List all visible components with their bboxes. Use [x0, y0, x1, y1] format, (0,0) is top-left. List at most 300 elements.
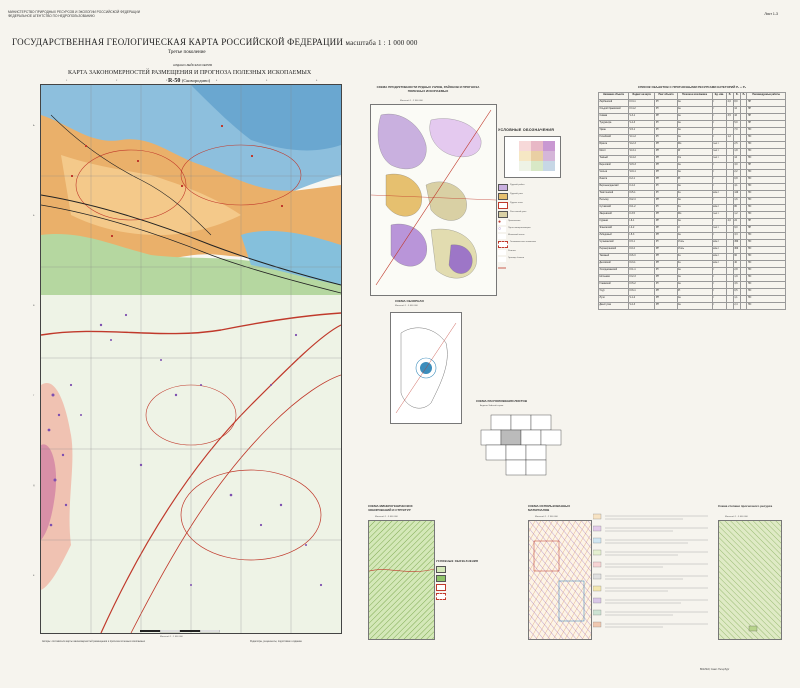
table-cell: Au [677, 295, 712, 302]
table-cell: Au [677, 127, 712, 134]
table-cell [727, 141, 734, 148]
grid-label-top: 5 [266, 80, 268, 82]
table-cell: 40 [733, 260, 741, 267]
table-header: Название объекта [599, 92, 629, 99]
table-cell: Сиваки [599, 113, 629, 120]
table-row [599, 260, 786, 267]
series: АЛДАНО-ЗЕЙСКАЯ СЕРИЯ [173, 63, 212, 67]
table-cell: т [712, 183, 726, 190]
table-cell [727, 183, 734, 190]
table-cell: ПО [747, 274, 786, 281]
table-cell: IV-1-1 [629, 267, 655, 274]
table-cell: РУ [655, 106, 677, 113]
table-cell: Au [677, 197, 712, 204]
table-cell: млн.т [712, 253, 726, 260]
table-row [599, 288, 786, 295]
table-cell: Au [677, 302, 712, 309]
footer-authors: Авторы: составители карты закономерностей размещения и прогноза полезных ископаемых [42, 640, 146, 643]
table-cell [727, 260, 734, 267]
table-cell: 3,6 [733, 281, 741, 288]
table-cell: Уголь [677, 246, 712, 253]
legend-swatch [498, 193, 508, 200]
table-cell: IV-4-2 [629, 106, 655, 113]
table-row [599, 295, 786, 302]
sheet-code-text: R-50 [168, 78, 181, 84]
table-header: P₁ [727, 92, 734, 99]
legend-item: Разлом [498, 250, 593, 255]
table-cell: ПО [747, 281, 786, 288]
table-cell: Лучи [599, 295, 629, 302]
table-cell: РУ [655, 204, 677, 211]
table-cell: I-6-1 [629, 218, 655, 225]
table-cell: 16 [733, 113, 741, 120]
legend-item: Граница блоков [498, 257, 593, 262]
bottom-scheme-title: СХЕМА ИСПОЛЬЗОВАННЫХ МАТЕРИАЛОВ [528, 504, 571, 512]
table-header: Полезное ископаемое [677, 92, 712, 99]
table-cell: Лебединый [599, 232, 629, 239]
table-cell [727, 302, 734, 309]
table-cell: Уркан [599, 127, 629, 134]
table-cell: Учур [599, 288, 629, 295]
table-cell: РР [655, 246, 677, 253]
table-cell [727, 288, 734, 295]
table-cell [727, 162, 734, 169]
fault-icon [498, 250, 506, 255]
table-cell: 2,4 [733, 302, 741, 309]
table-cell: ПР [747, 106, 786, 113]
table-cell: РП [655, 211, 677, 218]
table-cell [727, 225, 734, 232]
table-cell: II-5-1 [629, 239, 655, 246]
scale-bar [140, 630, 220, 635]
table-row [599, 232, 786, 239]
table-row [599, 148, 786, 155]
legend-item [436, 566, 516, 573]
table-cell: 1,2 [727, 134, 734, 141]
table-cell: 3,5 [727, 113, 734, 120]
overview-scheme[interactable] [390, 312, 462, 424]
legend-item: Шлиховой поток [498, 234, 593, 239]
table-cell: ПО [747, 141, 786, 148]
table-cell: ПР [747, 162, 786, 169]
table-cell: ПО [747, 148, 786, 155]
table-cell: тыс.т [712, 148, 726, 155]
table-row [599, 113, 786, 120]
legend-swatch [498, 211, 508, 218]
table-cell: III-1-2 [629, 204, 655, 211]
table-cell: РП [655, 260, 677, 267]
table-row [599, 281, 786, 288]
table-cell: Au [677, 99, 712, 106]
ministry-line: МИНИСТЕРСТВО ПРИРОДНЫХ РЕСУРСОВ И ЭКОЛОГИИ РОССИЙСКОЙ ФЕДЕРАЦИИ [8, 10, 140, 14]
table-row [599, 162, 786, 169]
table-row [599, 204, 786, 211]
table-cell [727, 253, 734, 260]
table-cell [733, 134, 741, 141]
table-cell: Au [677, 267, 712, 274]
table-cell [727, 204, 734, 211]
table-cell: Pt [677, 176, 712, 183]
legend-item: Рудное поле [498, 202, 593, 209]
table-header-row [599, 92, 786, 99]
table-cell: ПО [747, 288, 786, 295]
table-cell: Au [677, 113, 712, 120]
table-title: СПИСОК ОБЪЕКТОВ С ПРОГНОЗНЫМИ РЕСУРСАМИ КАТЕГОРИЙ P₁ + P₂ [637, 85, 747, 89]
table-cell: III-5-1 [629, 190, 655, 197]
table-body [599, 99, 786, 309]
table-cell [727, 190, 734, 197]
table-row [599, 176, 786, 183]
stream-icon [498, 234, 506, 239]
grid-label-top: 3 [166, 80, 168, 82]
table-cell [727, 239, 734, 246]
table-cell: РП [655, 162, 677, 169]
legend-item [436, 575, 516, 582]
table-cell: IV-3-1 [629, 99, 655, 106]
table-cell: I-5-3 [629, 232, 655, 239]
table-cell [727, 211, 734, 218]
table-cell: Au [677, 106, 712, 113]
table-cell: VI-5-3 [629, 162, 655, 169]
table-cell [727, 155, 734, 162]
table-cell: V-2-3 [629, 302, 655, 309]
table-cell: Au [677, 134, 712, 141]
grid-label-top: 4 [216, 80, 218, 82]
grid-label-left: В [33, 305, 35, 307]
table-row [599, 120, 786, 127]
table-cell: I-4-2 [629, 225, 655, 232]
table-cell: т [712, 281, 726, 288]
grid-label-top: 6 [316, 80, 318, 82]
table-cell: 2,8 [733, 267, 741, 274]
generation: Третье поколение [168, 50, 206, 55]
table-cell [727, 232, 734, 239]
table-cell: Mo [677, 141, 712, 148]
table-cell: ПО [747, 295, 786, 302]
title-scale: масштаба 1 : 1 000 000 [345, 39, 418, 47]
table-row [599, 141, 786, 148]
table-cell: Au [677, 281, 712, 288]
table-row [599, 190, 786, 197]
table-cell [727, 246, 734, 253]
table-cell: т [712, 274, 726, 281]
table-cell: РР [655, 113, 677, 120]
table-cell: т [712, 113, 726, 120]
table-cell: 80 [733, 204, 741, 211]
mineralization-icon: ○ [498, 227, 506, 232]
map-canvas [41, 85, 341, 633]
table-cell: ПО [747, 169, 786, 176]
table-cell: РП [655, 302, 677, 309]
productivity-scheme[interactable] [370, 104, 497, 296]
table-cell: 1,9 [733, 274, 741, 281]
table-cell: РУ [655, 99, 677, 106]
table-cell: ПО [747, 204, 786, 211]
table-cell: Десовский [599, 260, 629, 267]
table-cell: ПО [747, 211, 786, 218]
table-cell: т [712, 106, 726, 113]
legend-title: УСЛОВНЫЕ ОБОЗНАЧЕНИЯ [498, 128, 555, 132]
table-cell: Au [677, 183, 712, 190]
ore-occurrence-icon: ● [498, 220, 506, 225]
table-cell: тыс.т [712, 155, 726, 162]
table-cell: V-1-2 [629, 295, 655, 302]
table-cell: II-4-2 [629, 183, 655, 190]
table-row [599, 183, 786, 190]
table-row [599, 246, 786, 253]
table-cell: Au [677, 169, 712, 176]
table-cell: Au [677, 120, 712, 127]
bottom-scheme-scale: Масштаб 1 : 5 000 000 [725, 516, 748, 518]
legend-item: ● Проявление [498, 220, 521, 225]
table-cell: 4,1 [733, 183, 741, 190]
table-cell [727, 176, 734, 183]
table-cell: 4,0 [727, 218, 734, 225]
table-cell: 2,2 [733, 169, 741, 176]
table-cell: РП [655, 197, 677, 204]
layout-title: СХЕМА РАСПОЛОЖЕНИЯ ЛИСТОВ [476, 399, 527, 403]
table-cell: II-2-1 [629, 176, 655, 183]
table-row [599, 225, 786, 232]
table-row [599, 211, 786, 218]
grid-label-left: Б [33, 215, 35, 217]
table-header: Рекомендуемые работы [747, 92, 786, 99]
table-header: P₂ [733, 92, 741, 99]
table-cell: РР [655, 218, 677, 225]
legend-swatch [498, 184, 508, 191]
table-cell: ПР [747, 99, 786, 106]
productivity-scheme-canvas [371, 105, 496, 295]
ministry-block [8, 10, 140, 18]
layout-subtitle: Алдано-Зейской серии [480, 405, 504, 407]
footer-publisher: ВСЕГЕИ, Санкт-Петербург [700, 668, 730, 671]
table-cell: Гонамский [599, 281, 629, 288]
legend [498, 128, 593, 264]
table-cell: 8,0 [733, 99, 741, 106]
table-cell: II-6-2 [629, 246, 655, 253]
table-cell [727, 197, 734, 204]
table-cell: Fe [677, 204, 712, 211]
table-cell: РП [655, 176, 677, 183]
table-cell: V-4-3 [629, 120, 655, 127]
legend-swatch [436, 584, 446, 591]
table-cell: 0,8 [733, 176, 741, 183]
table-cell [727, 267, 734, 274]
table-cell: Куранах [599, 218, 629, 225]
minerageny-canvas [369, 521, 434, 639]
bottom-legend-title: УСЛОВНЫЕ ОБОЗНАЧЕНИЯ [436, 560, 479, 563]
table-row [599, 134, 786, 141]
table-header: Ед. изм. [712, 92, 726, 99]
table-cell: 2,5 [733, 141, 741, 148]
table-row [599, 218, 786, 225]
table-cell: РУ [655, 127, 677, 134]
resources-table [598, 86, 786, 646]
table-header: P₃ [741, 92, 747, 99]
table-row [599, 253, 786, 260]
table-cell: 1,2 [733, 211, 741, 218]
table-cell: Au [677, 218, 712, 225]
table-cell [727, 169, 734, 176]
table-cell: Зверевский [599, 211, 629, 218]
table-cell: РП [655, 288, 677, 295]
table-cell: т [712, 218, 726, 225]
table-cell: Au [677, 232, 712, 239]
table-cell: Mo [677, 211, 712, 218]
table-cell: Au [677, 274, 712, 281]
sheet-number: Лист 1-3 [764, 12, 778, 16]
table-cell: ПО [747, 127, 786, 134]
table-cell: Fe [677, 190, 712, 197]
table-cell: Ыллымах [599, 274, 629, 281]
table-cell [727, 120, 734, 127]
table-cell: Эльконский [599, 225, 629, 232]
table-cell: РП [655, 232, 677, 239]
table-cell: ПО [747, 267, 786, 274]
table-cell: 7,0 [733, 127, 741, 134]
sheet-layout-scheme[interactable] [476, 410, 566, 480]
table-cell: РП [655, 155, 677, 162]
table-cell: Гилюйский [599, 134, 629, 141]
table-cell: II-3-5 [629, 211, 655, 218]
table-cell: ПО [747, 190, 786, 197]
table-cell: РУ [655, 267, 677, 274]
table-header: Ранг объекта [655, 92, 677, 99]
table-cell: Pt [677, 288, 712, 295]
legend-matrix-canvas [505, 137, 560, 177]
legend-swatch [436, 566, 446, 573]
table-cell: Тукурингра [599, 120, 629, 127]
table-cell: т [712, 120, 726, 127]
grid-label-left: Д [33, 485, 35, 487]
legend-item: ○ Пункт минерализации [498, 227, 531, 232]
table-cell: ПО [747, 302, 786, 309]
table-cell: Нельгюу [599, 197, 629, 204]
table-cell: РП [655, 295, 677, 302]
table-cell: 9,0 [733, 225, 741, 232]
table-cell: W [677, 148, 712, 155]
table-cell: Тимптонский [599, 190, 629, 197]
table-row [599, 127, 786, 134]
table-row [599, 302, 786, 309]
table-row [599, 274, 786, 281]
table-cell [727, 281, 734, 288]
sheet-name-text: (Сковородино) [181, 78, 211, 83]
table-cell: III-6-3 [629, 253, 655, 260]
table-cell: т [712, 134, 726, 141]
table-cell: тыс.т [712, 225, 726, 232]
table-cell: ПО [747, 253, 786, 260]
table-cell: РУ [655, 281, 677, 288]
table-cell: VI-1-2 [629, 134, 655, 141]
ministry-line: ФЕДЕРАЛЬНОЕ АГЕНТСТВО ПО НЕДРОПОЛЬЗОВАНИЮ [8, 14, 95, 18]
table-cell: РУ [655, 183, 677, 190]
table-cell: т [712, 267, 726, 274]
table-cell: Cu [677, 155, 712, 162]
table-cell: РУ [655, 190, 677, 197]
overview-title: СХЕМА ОБЗОРНАЯ [395, 299, 424, 303]
legend-item: Рудный район [498, 184, 593, 191]
minerageny-scheme[interactable] [368, 520, 435, 640]
legend-swatch [498, 202, 508, 209]
table-cell: 450 [733, 239, 741, 246]
table-cell: Чильчи [599, 169, 629, 176]
table-cell: РУ [655, 134, 677, 141]
table-cell: Ларбинский [599, 99, 629, 106]
table-cell: млн.т [712, 260, 726, 267]
grid-label-left: А [33, 125, 35, 127]
table-cell: Нерюнгринский [599, 246, 629, 253]
table-cell: Au [677, 162, 712, 169]
table-cell: VI-3-1 [629, 148, 655, 155]
legend-swatch [436, 593, 446, 600]
materials-canvas [529, 521, 591, 639]
table-cell: VI-4-2 [629, 155, 655, 162]
table-row [599, 99, 786, 106]
table-row [599, 155, 786, 162]
scheme-top-title: СХЕМА ПРОДУКТИВНОСТИ РУДНЫХ УЗЛОВ, РАЙОНОВ И ПРОГНОЗА ПОЛЕЗНЫХ ИСКОПАЕМЫХ [376, 85, 480, 93]
table-cell: млн.т [712, 204, 726, 211]
legend-matrix [504, 136, 561, 178]
map-title: КАРТА ЗАКОНОМЕРНОСТЕЙ РАЗМЕЩЕНИЯ И ПРОГНОЗА ПОЛЕЗНЫХ ИСКОПАЕМЫХ [68, 70, 312, 76]
table-header: Индекс на карте [629, 92, 655, 99]
header [8, 10, 788, 90]
table-cell: 2,0 [727, 99, 734, 106]
legend-item [436, 593, 516, 600]
table-cell [727, 106, 734, 113]
table-cell: Fe [677, 253, 712, 260]
table-cell: ПО [747, 260, 786, 267]
table-cell: VI-2-3 [629, 141, 655, 148]
table-cell: IV-2-3 [629, 274, 655, 281]
table-cell: 60 [733, 253, 741, 260]
materials-scheme[interactable] [528, 520, 592, 640]
table-row [599, 267, 786, 274]
table-row [599, 169, 786, 176]
table-cell: тыс.т [712, 141, 726, 148]
table-cell: Инагли [599, 176, 629, 183]
table-cell: 14 [733, 155, 741, 162]
table-cell: т [712, 232, 726, 239]
bottom-scheme-title: СХЕМА МИНЕРАГЕНИЧЕСКИХ ЗОНИРОВАНИЙ И СТРУКТУР [368, 504, 413, 512]
footer-editors: Редакторы, рецензенты, подготовка к изданию [250, 640, 302, 643]
table-cell: т [712, 197, 726, 204]
table-cell: Темный [599, 155, 629, 162]
table-cell: 3,0 [733, 162, 741, 169]
grid-label-top: 2 [116, 80, 118, 82]
table-cell: т [712, 99, 726, 106]
table-cell: Сутамский [599, 204, 629, 211]
table-cell: ПР [747, 120, 786, 127]
table-cell: тыс.т [712, 211, 726, 218]
table-cell: 3,3 [733, 232, 741, 239]
table-cell [727, 148, 734, 155]
table-cell: III-2-4 [629, 197, 655, 204]
table-cell: РП [655, 274, 677, 281]
bottom-scheme-scale: Масштаб 1 : 2 500 000 [535, 516, 558, 518]
scale-text: Масштаб 1 : 1 000 000 [160, 636, 183, 638]
table-cell: т [712, 295, 726, 302]
table-cell: 5,0 [733, 120, 741, 127]
table-cell: ПР [747, 225, 786, 232]
table-cell: РП [655, 148, 677, 155]
grid-label-top: 1 [66, 80, 68, 82]
bottom-scheme-scale: Масштаб 1 : 5 000 000 [375, 516, 398, 518]
legend-item: Рудный узел [498, 193, 593, 200]
table-cell: VI-6-1 [629, 169, 655, 176]
table-cell: ПО [747, 232, 786, 239]
table-cell: 1,6 [733, 197, 741, 204]
